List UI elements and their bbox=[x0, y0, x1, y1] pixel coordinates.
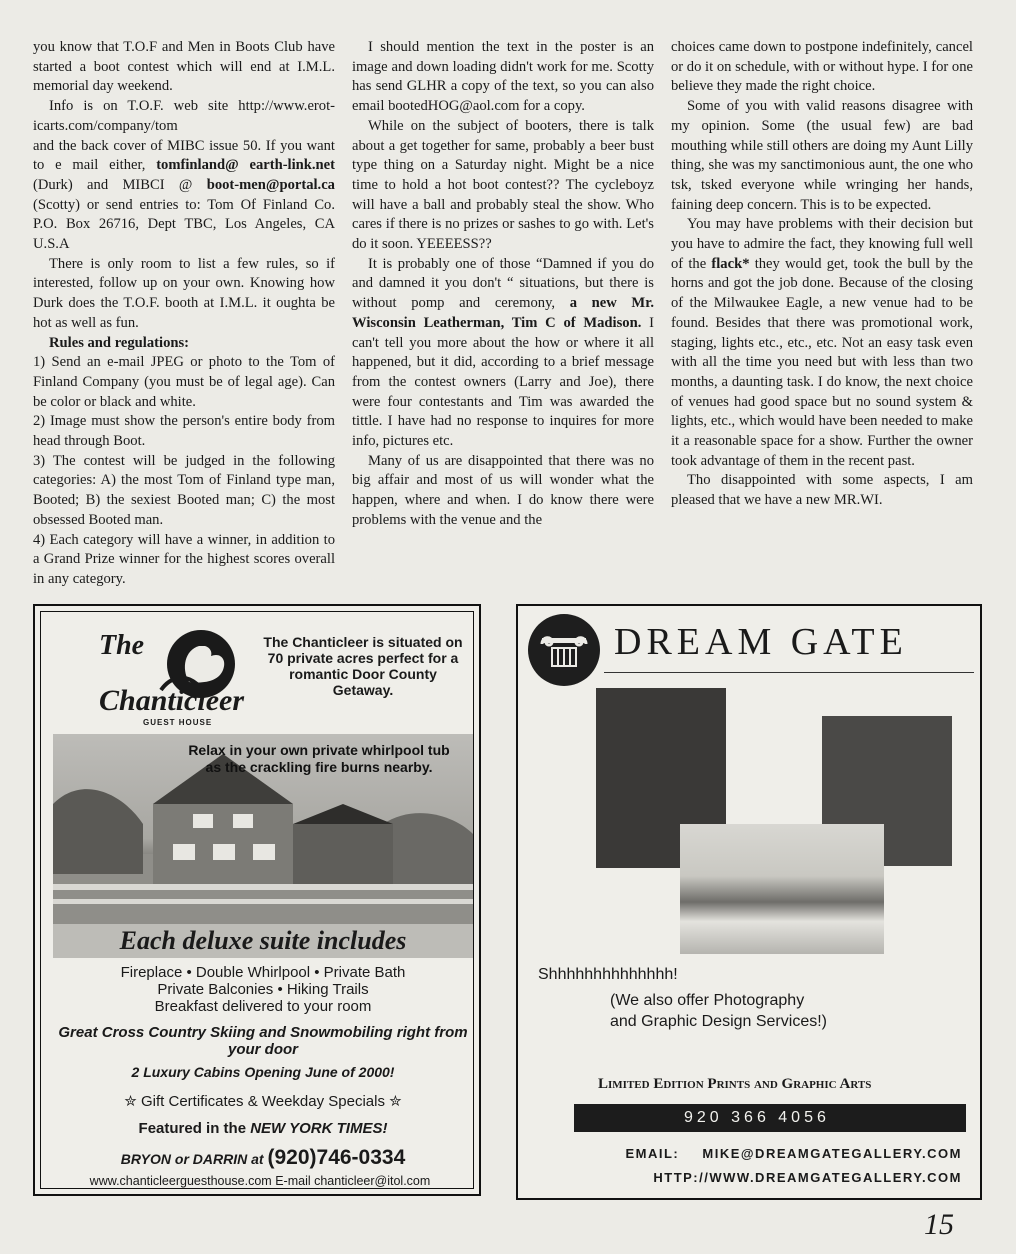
chanticleer-ad bbox=[33, 604, 481, 1196]
rule-item: 3) The contest will be judged in the following categories: A) the most Tom of Finland type man, Booted; B) the sexiest Booted man; C) the most obsessed Booted man. bbox=[33, 452, 335, 528]
paragraph: you know that T.O.F and Men in Boots Club have started a boot contest which will end at I.M.L. memorial day weekend. bbox=[33, 39, 335, 95]
star-icon: ✮ bbox=[124, 1093, 137, 1110]
bold-text: flack* bbox=[711, 255, 750, 272]
text: (Durk) and MIBCI @ bbox=[33, 176, 193, 193]
logo-the: The bbox=[99, 630, 145, 661]
article-column-1 bbox=[33, 38, 335, 590]
text: Info is on T.O.F. web site http://www.erot-icarts.com/company/tom bbox=[33, 98, 335, 134]
website: www.chanticleerguesthouse.com bbox=[89, 1174, 272, 1188]
guest-house-photo bbox=[53, 734, 473, 924]
paragraph: choices came down to postpone indefinitely, cancel or do it on schedule, with or without hype. I for one believe they made the right choice. bbox=[671, 39, 973, 95]
services-line: and Graphic Design Services!) bbox=[610, 1013, 827, 1030]
skiing-line: Great Cross Country Skiing and Snowmobiling right from your door bbox=[58, 1024, 468, 1058]
website-url: HTTP://WWW.DREAMGATEGALLERY.COM bbox=[653, 1170, 962, 1185]
gift-text: Gift Certificates & Weekday Specials bbox=[141, 1093, 385, 1110]
email-address: MIKE@DREAMGATEGALLERY.COM bbox=[702, 1146, 962, 1161]
phone-bar bbox=[574, 1104, 966, 1132]
limited-edition-line: Limited Edition Prints and Graphic Arts bbox=[598, 1076, 872, 1092]
amenities-list bbox=[53, 964, 473, 1015]
ionic-column-icon bbox=[528, 614, 600, 686]
page-number: 15 bbox=[924, 1208, 954, 1241]
paragraph: Many of us are disappointed that there was no big affair and most of us will wonder what the happen, where and when. I do know there were problems with the venue and the bbox=[352, 452, 654, 528]
chanticleer-logo bbox=[81, 624, 251, 734]
shh-text: Shhhhhhhhhhhhhh! bbox=[538, 966, 678, 983]
email: E-mail chanticleer@itol.com bbox=[275, 1174, 431, 1188]
paragraph: I should mention the text in the poster is an image and down loading didn't work for me. Scotty has send GLHR a copy of the text, so you can also email bootedHOG@aol.com for a copy. bbox=[352, 39, 654, 115]
suite-heading: Each deluxe suite includes bbox=[53, 924, 473, 958]
services-text bbox=[610, 990, 827, 1032]
rule-item: 4) Each category will have a winner, in addition to a Grand Prize winner for the highest scores overall in any category. bbox=[33, 531, 335, 587]
paragraph bbox=[671, 215, 973, 471]
featured-text: Featured in the bbox=[138, 1120, 247, 1137]
paragraph bbox=[33, 97, 335, 136]
ad-title: DREAM GATE bbox=[614, 621, 908, 663]
phone-number: (920)746-0334 bbox=[267, 1146, 406, 1169]
article-column-2 bbox=[352, 38, 654, 531]
email-link: boot-men@portal.ca bbox=[206, 176, 335, 193]
rule-item: 2) Image must show the person's entire body from head through Boot. bbox=[33, 413, 335, 450]
paragraph: There is only room to list a few rules, so if interested, follow up on your own. Knowing how Durk does the T.O.F. booth at I.M.L. it oughta be hot as well as fun. bbox=[33, 255, 335, 331]
dreamgate-ad bbox=[516, 604, 982, 1200]
text: I can't tell you more about the how or where it all happened, but it did, according to a brief message from the contest owners (Larry and Joe), there were four contestants and Tim was awarded the tittle. I have had no response to inquires for more info, pictures etc. bbox=[352, 314, 654, 450]
services-line: (We also offer Photography bbox=[610, 992, 805, 1009]
text: It is probably one of those “Damned if you do and damned it you don't “ situations, but there is without pomp and ceremony, bbox=[352, 255, 654, 312]
rule-item: 1) Send an e-mail JPEG or photo to the Tom of Finland Company (you must be of legal age). Can be color or black and white. bbox=[33, 354, 335, 410]
paragraph: While on the subject of booters, there is talk about a get together for same, probably a beer bust type thing on a Saturday night. Might be a nice time to hold a hot boot contest?? The cycleboyz will have a ball and probably steal the show. Who cares if there is no prizes or sashes to go with. Let's do it soon. YEEEESS?? bbox=[352, 117, 654, 253]
gift-line bbox=[53, 1092, 473, 1110]
ad-border bbox=[40, 611, 474, 1189]
amenities-line: Breakfast delivered to your room bbox=[154, 998, 372, 1015]
email-link: tomfinland@ earth-link.net bbox=[156, 157, 336, 174]
text: and the back cover of MIBC issue 50. If you want to e mail either, bbox=[33, 137, 335, 174]
paragraph bbox=[352, 255, 654, 452]
paragraph: Some of you with valid reasons disagree with my opinion. Some (the usual few) are bad mouthing while still others are doing my Aunt Lilly thing, she was my sanctimonious aunt, the one who tsk, tsked everyone while wringing her hands, faining deep concern. This is to be expected. bbox=[671, 98, 973, 213]
star-icon: ✮ bbox=[389, 1093, 402, 1110]
title-rule bbox=[604, 672, 974, 673]
web-line bbox=[45, 1174, 475, 1188]
amenities-line: Private Balconies • Hiking Trails bbox=[157, 981, 369, 998]
featured-publication: NEW YORK TIMES! bbox=[250, 1120, 388, 1137]
text: You may have problems with their decision but you have to admire the fact, they knowing full well of the bbox=[671, 216, 973, 272]
article-column-3 bbox=[671, 38, 973, 511]
photo-caption: Relax in your own private whirlpool tub as the crackling fire burns nearby. bbox=[188, 742, 450, 775]
text: (Scotty) or send entries to: Tom Of Finland Co. P.O. Box 26716, Dept TBC, Los Angeles, CA U.S.A bbox=[33, 196, 335, 253]
paragraph bbox=[33, 137, 335, 255]
cabins-line: 2 Luxury Cabins Opening June of 2000! bbox=[131, 1064, 395, 1080]
column-capital-icon bbox=[528, 614, 600, 686]
text: they would get, took the bull by the horns and got the job done. Because of the closing of the Milwaukee Eagle, a new venue had to be found. Besides that there was promotional work, staging, lights etc., etc., etc. Not an easy task even with all the time you need but with less than two months, a daunting task. I do know, the next choice of venues had good space but no sound system & lights, etc., which would have been needed to make it a reasonable space for a show. Further the owner took advantage of them in the recent past. bbox=[671, 255, 974, 469]
paragraph: Tho disappointed with some aspects, I am pleased that we have a new MR.WI. bbox=[671, 472, 973, 509]
email-label: EMAIL: bbox=[625, 1146, 680, 1161]
landscape-photo bbox=[680, 824, 884, 954]
logo-subtitle: GUEST HOUSE bbox=[143, 718, 213, 727]
ad-tagline: The Chanticleer is situated on 70 private acres perfect for a romantic Door County Getaway. bbox=[263, 634, 463, 698]
featured-line bbox=[53, 1120, 473, 1137]
contact-line bbox=[53, 1146, 473, 1170]
contact-names: BRYON or DARRIN at bbox=[120, 1151, 264, 1167]
logo-name: Chanticleer bbox=[99, 684, 245, 717]
phone-number: 920 366 4056 bbox=[684, 1109, 830, 1126]
bold-text: a new Mr. Wisconsin Leatherman, Tim C of Madison. bbox=[352, 295, 654, 331]
rules-heading bbox=[33, 334, 335, 354]
email-line bbox=[625, 1146, 962, 1161]
heading-text: Rules and regulations: bbox=[49, 334, 190, 351]
amenities-line: Fireplace • Double Whirlpool • Private Bath bbox=[120, 964, 406, 981]
